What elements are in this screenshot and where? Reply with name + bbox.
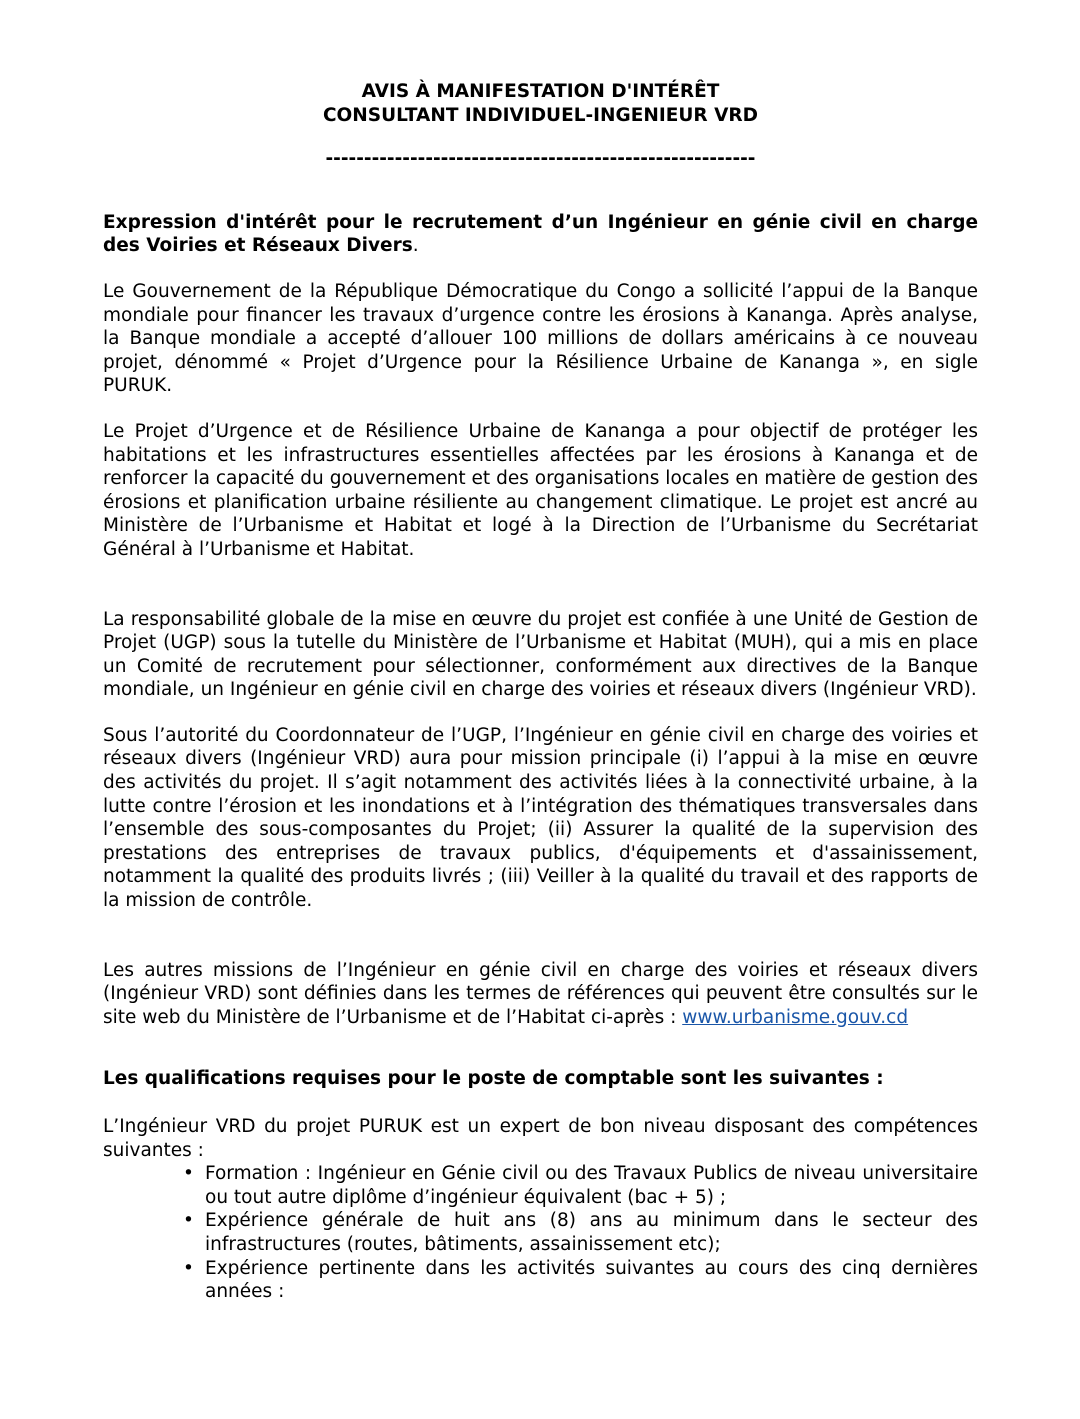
bullet-icon: •: [183, 1210, 194, 1232]
paragraph-context: Le Gouvernement de la République Démocratique du Congo a sollicité l’appui de la Banque mondiale pour financer les travaux d’urgence contre les érosions à Kananga. Après analyse, la Banque mondiale a accepté d’allouer 100 millions de dollars américains à ce nouveau projet, dénommé « Projet d’Urgence pour la Résilience Urbaine de Kananga », en sigle PURUK.: [103, 280, 978, 397]
bullet-icon: •: [183, 1163, 194, 1185]
list-item-text: Expérience générale de huit ans (8) ans au minimum dans le secteur des infrastructures (routes, bâtiments, assainissement etc);: [205, 1210, 978, 1255]
list-item: [183, 1209, 978, 1256]
list-item: [183, 1257, 978, 1304]
list-item-text: Expérience pertinente dans les activités suivantes au cours des cinq dernières années :: [205, 1257, 978, 1303]
website-link[interactable]: www.urbanisme.gouv.cd: [682, 1006, 909, 1028]
qualifications-list: [103, 1162, 978, 1304]
document-title: [103, 80, 978, 127]
list-item-text: Formation : Ingénieur en Génie civil ou des Travaux Publics de niveau universitaire ou tout autre diplôme d’ingénieur équivalent (bac + 5) ;: [205, 1163, 978, 1208]
intro-heading-period: .: [412, 235, 419, 257]
paragraph-other-missions: [103, 959, 978, 1030]
document-page: [103, 80, 978, 1304]
title-separator: --------------------------------------------------------: [325, 148, 756, 170]
intro-heading-bold: Expression d'intérêt pour le recrutement d’un Ingénieur en génie civil en charge des Voiries et Réseaux Divers: [103, 211, 978, 257]
paragraph-objective: Le Projet d’Urgence et de Résilience Urbaine de Kananga a pour objectif de protéger les habitations et les infrastructures essentielles affectées par les érosions à Kananga et de renforcer la capacité du gouvernement et des organisations locales en matière de gestion des érosions et planification urbaine résiliente au changement climatique. Le projet est ancré au Ministère de l’Urbanisme et Habitat et logé à la Direction de l’Urbanisme du Secrétariat Général à l’Urbanisme et Habitat.: [103, 420, 978, 560]
qualifications-intro: L’Ingénieur VRD du projet PURUK est un expert de bon niveau disposant des compétences suivantes :: [103, 1116, 978, 1161]
other-missions-text: Les autres missions de l’Ingénieur en génie civil en charge des voiries et réseaux divers (Ingénieur VRD) sont définies dans les termes de références qui peuvent être consultés sur le site web du Ministère de l’Urbanisme et de l’Habitat ci-après :: [103, 959, 978, 1028]
title-line-1: AVIS À MANIFESTATION D'INTÉRÊT: [361, 81, 720, 102]
list-item: [183, 1162, 978, 1209]
intro-heading: [103, 211, 978, 258]
paragraph-mission: Sous l’autorité du Coordonnateur de l’UGP, l’Ingénieur en génie civil en charge des voiries et réseaux divers (Ingénieur VRD) aura pour mission principale (i) l’appui à la mise en œuvre des activités du projet. Il s’agit notamment des activités liées à la connectivité urbaine, à la lutte contre l’érosion et les inondations et à l’intégration des thématiques transversales dans l’ensemble des sous-composantes du Projet; (ii) Assurer la qualité de la supervision des prestations des entreprises de travaux publics, d'équipements et d'assainissement, notamment la qualité des produits livrés ; (iii) Veiller à la qualité du travail et des rapports de la mission de contrôle.: [103, 724, 978, 912]
qualifications-heading: Les qualifications requises pour le poste de comptable sont les suivantes :: [103, 1068, 884, 1090]
paragraph-responsibility: La responsabilité globale de la mise en œuvre du projet est confiée à une Unité de Gestion de Projet (UGP) sous la tutelle du Ministère de l’Urbanisme et Habitat (MUH), qui a mis en place un Comité de recrutement pour sélectionner, conformément aux directives de la Banque mondiale, un Ingénieur en génie civil en charge des voiries et réseaux divers (Ingénieur VRD).: [103, 608, 978, 701]
bullet-icon: •: [183, 1257, 194, 1279]
title-line-2: CONSULTANT INDIVIDUEL-INGENIEUR VRD: [322, 104, 758, 126]
